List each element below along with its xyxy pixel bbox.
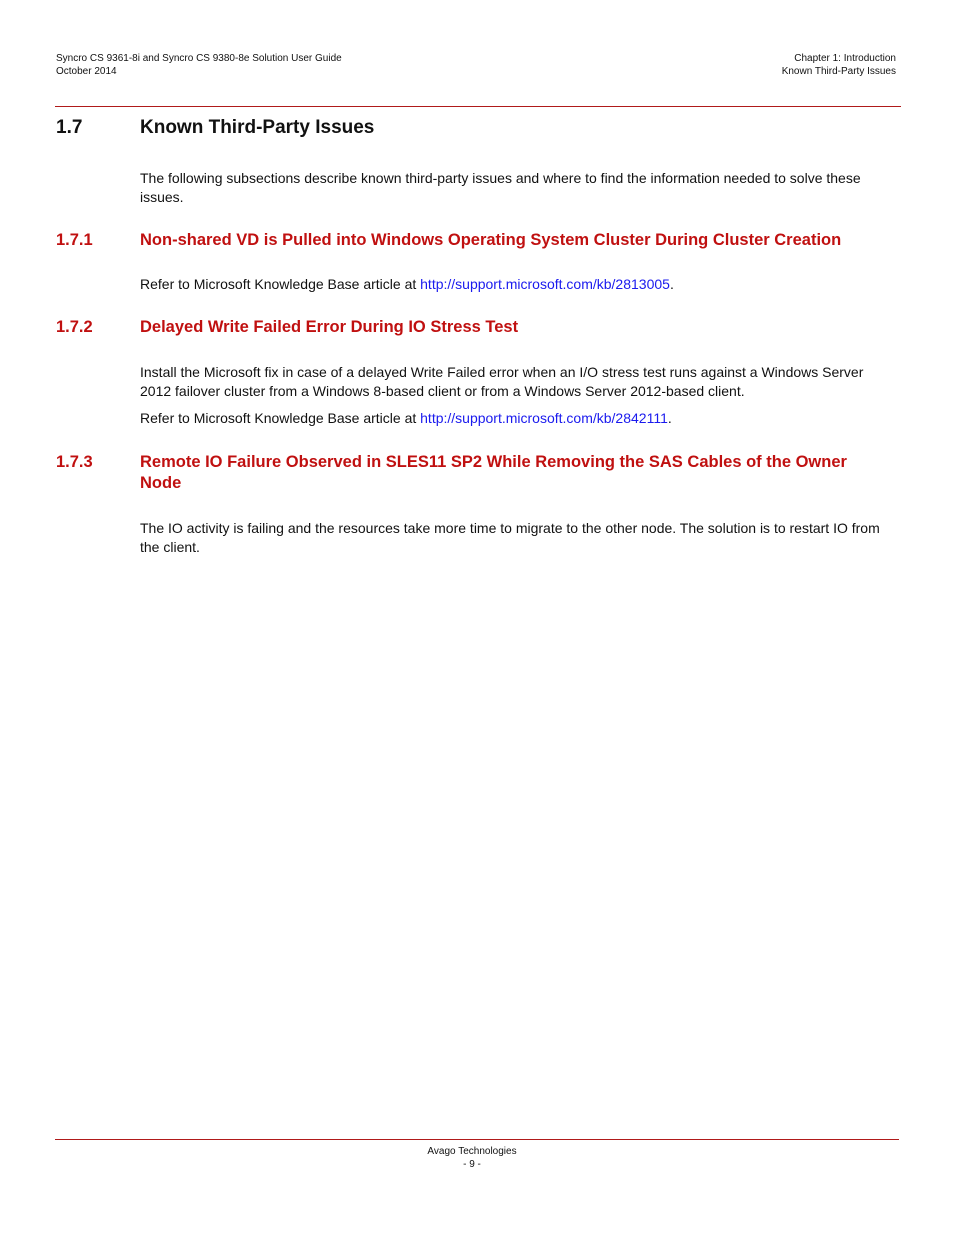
- reference-period: .: [669, 276, 674, 292]
- section-heading: Known Third-Party Issues: [140, 117, 375, 138]
- chapter-title: Chapter 1: Introduction: [794, 53, 896, 64]
- subsection-2-paragraph: Install the Microsoft fix in case of a delayed Write Failed error when an I/O stress test runs against a Windows Server 2012 failover cluster from a Windows 8-based client or from a Windows Server 2012-based client.: [140, 364, 864, 399]
- section-intro-paragraph: The following subsections describe known third-party issues and where to find the information needed to solve these issues.: [140, 170, 861, 205]
- running-header-right: [782, 53, 896, 78]
- reference-text: Refer to Microsoft Knowledge Base article at: [140, 410, 421, 426]
- reference-period: .: [667, 410, 672, 426]
- company-name: Avago Technologies: [427, 1146, 517, 1157]
- kb-2813005-link[interactable]: http://support.microsoft.com/kb/2813005: [420, 276, 670, 292]
- section-running-title: Known Third-Party Issues: [781, 65, 896, 77]
- subsection-2-number: 1.7.2: [56, 318, 93, 336]
- subsection-1-reference: [140, 275, 898, 294]
- reference-text: Refer to Microsoft Knowledge Base article at: [140, 276, 421, 292]
- subsection-3-heading: Remote IO Failure Observed in SLES11 SP2 While Removing the SAS Cables of the Owner Node: [140, 453, 847, 492]
- running-header-left: [56, 53, 342, 78]
- subsection-3-number: 1.7.3: [56, 453, 93, 471]
- page-footer: [0, 1146, 944, 1171]
- subsection-1-number: 1.7.1: [56, 231, 93, 249]
- page-number: - 9 -: [463, 1158, 481, 1170]
- section-number: 1.7: [56, 117, 83, 138]
- header-divider: [55, 106, 901, 107]
- subsection-1-heading: Non-shared VD is Pulled into Windows Operating System Cluster During Cluster Creation: [140, 231, 842, 249]
- kb-2842111-link[interactable]: http://support.microsoft.com/kb/2842111: [420, 410, 668, 426]
- document-date: October 2014: [56, 65, 117, 77]
- subsection-2-reference: [140, 409, 898, 428]
- document-title: Syncro CS 9361-8i and Syncro CS 9380-8e Solution User Guide: [56, 53, 342, 64]
- footer-divider: [55, 1139, 899, 1140]
- subsection-3-paragraph: The IO activity is failing and the resources take more time to migrate to the other node. The solution is to restart IO from the client.: [140, 520, 880, 555]
- subsection-2-heading: Delayed Write Failed Error During IO Stress Test: [140, 318, 519, 336]
